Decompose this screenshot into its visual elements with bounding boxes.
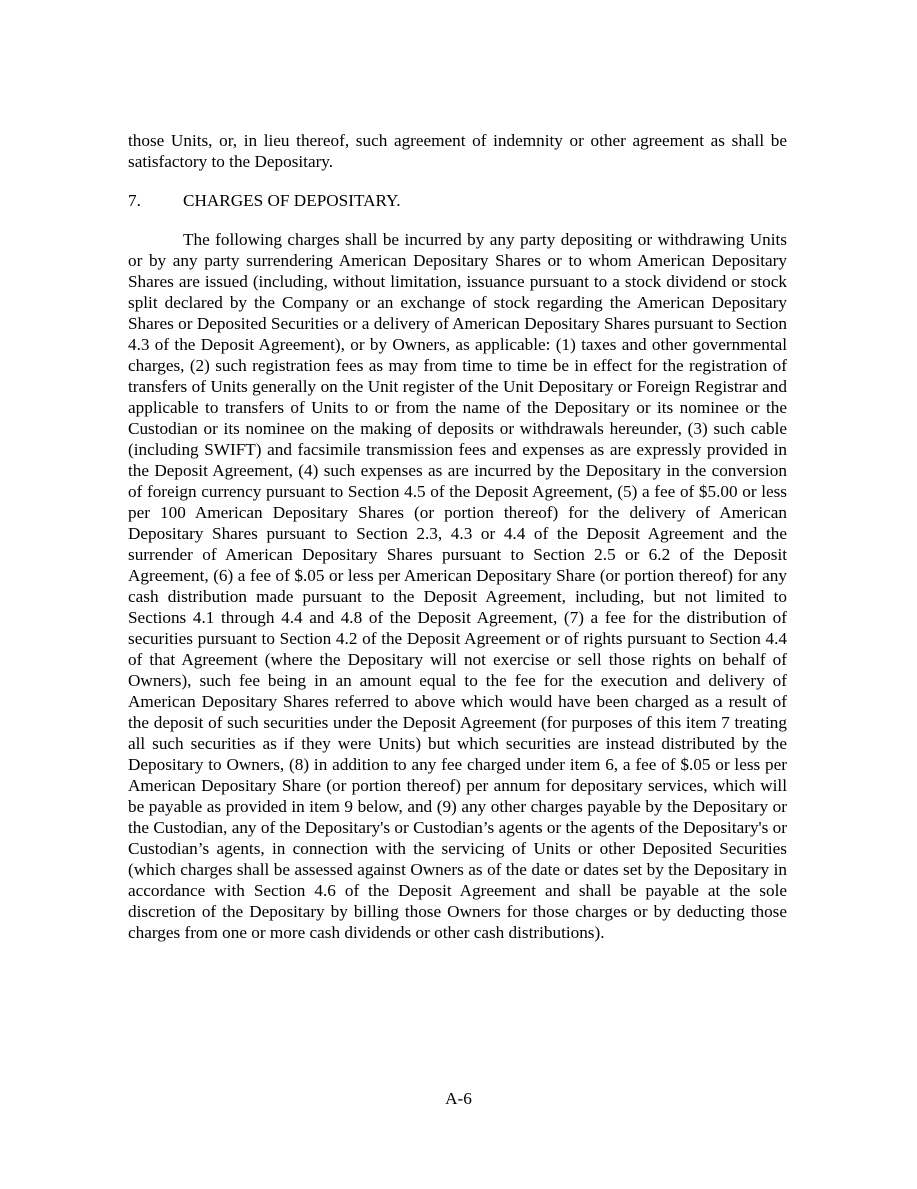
section-body-paragraph: The following charges shall be incurred by any party depositing or withdrawing Units or by any party surrendering American Depositary Shares or to whom American Depositary Shares are issued (including, without limitation, issuance pursuant to a stock dividend or stock split declared by the Company or an exchange of stock regarding the American Depositary Shares or Deposited Securities or a delivery of American Depositary Shares pursuant to Section 4.3 of the Deposit Agreement), or by Owners, as applicable: (1) taxes and other governmental charges, (2) such registration fees as may from time to time be in effect for the registration of transfers of Units generally on the Unit register of the Unit Depositary or Foreign Registrar and applicable to transfers of Units to or from the name of the Depositary or its nominee or the Custodian or its nominee on the making of deposits or withdrawals hereunder, (3) such cable (including SWIFT) and facsimile transmission fees and expenses as are expressly provided in the Deposit Agreement, (4) such expenses as are incurred by the Depositary in the conversion of foreign currency pursuant to Section 4.5 of the Deposit Agreement, (5) a fee of $5.00 or less per 100 American Depositary Shares (or portion thereof) for the delivery of American Depositary Shares pursuant to Section 2.3, 4.3 or 4.4 of the Deposit Agreement and the surrender of American Depositary Shares pursuant to Section 2.5 or 6.2 of the Deposit Agreement, (6) a fee of $.05 or less per American Depositary Share (or portion thereof) for any cash distribution made pursuant to the Deposit Agreement, including, but not limited to Sections 4.1 through 4.4 and 4.8 of the Deposit Agreement, (7) a fee for the distribution of securities pursuant to Section 4.2 of the Deposit Agreement or of rights pursuant to Section 4.4 of that Agreement (where the Depositary will not exercise or sell those rights on behalf of Owners), such fee being in an amount equal to the fee for the execution and delivery of American Depositary Shares referred to above which would have been charged as a result of the deposit of such securities under the Deposit Agreement (for purposes of this item 7 treating all such securities as if they were Units) but which securities are instead distributed by the Depositary to Owners, (8) in addition to any fee charged under item 6, a fee of $.05 or less per American Depositary Share (or portion thereof) per annum for depositary services, which will be payable as provided in item 9 below, and (9) any other charges payable by the Depositary or the Custodian, any of the Depositary's or Custodian’s agents or the agents of the Depositary's or Custodian’s agents, in connection with the servicing of Units or other Deposited Securities (which charges shall be assessed against Owners as of the date or dates set by the Depositary in accordance with Section 4.6 of the Deposit Agreement and shall be payable at the sole discretion of the Depositary by billing those Owners for those charges or by deducting those charges from one or more cash dividends or other cash distributions). [128, 230, 787, 942]
section-title: CHARGES OF DEPOSITARY. [183, 191, 401, 210]
page-number: A-6 [445, 1089, 472, 1108]
section-number: 7. [128, 191, 141, 210]
section-heading [128, 190, 787, 211]
document-body [128, 130, 787, 943]
continuation-paragraph: those Units, or, in lieu thereof, such agreement of indemnity or other agreement as shall be satisfactory to the Depositary. [128, 131, 787, 171]
